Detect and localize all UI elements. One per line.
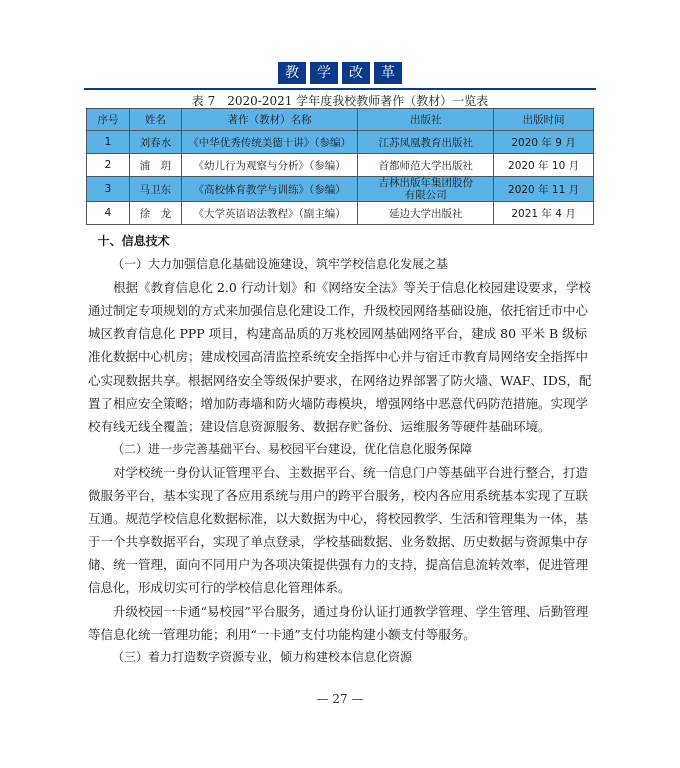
header-tiles bbox=[0, 62, 680, 84]
header-tile: 教 bbox=[278, 62, 306, 84]
section-title: 十、信息技术 bbox=[97, 234, 170, 248]
paragraph: 根据《教育信息化 2.0 行动计划》和《网络安全法》等关于信息化校园建设要求，学校通过制定专项规划的方式来加强信息化建设工作，升级校园网络基础设施，依托宿迁市中心城区教育信息化 PPP 项目，构建高品质的万兆校园网基础网络平台，建成 80 平米 B 级标准化数据中心机房；建成校园高清监控系统安全指挥中心并与宿迁市教育局网络安全指挥中心实现数据共享。根据网络安全等级保护要求，在网络边界部署了防火墙、WAF、IDS，配置了相应安全策略；增加防毒墙和防火墙防毒模块，增强网络中恶意代码防范措施。实现学校有线无线全覆盖；建设信息资源服务、数据存贮备份、运维服务等硬件基础环境。 bbox=[88, 280, 592, 434]
paragraph: 对学校统一身份认证管理平台、主数据平台、统一信息门户等基础平台进行整合，打造微服务平台，基本实现了各应用系统与用户的跨平台服务，校内各应用系统基本实现了互联互通。规范学校信息化数据标准，以大数据为中心，将校园教学、生活和管理集为一体，基于一个共享数据平台，实现了单点登录，学校基础数据、业务数据、历史数据与资源集中存储、统一管理，面向不同用户为各项决策提供强有力的支持，提高信息流转效率，促进管理信息化，形成切实可行的学校信息化管理体系。 bbox=[88, 464, 589, 596]
table-cell: 江苏凤凰教育出版社 bbox=[358, 131, 494, 154]
table-cell: 刘春水 bbox=[129, 131, 181, 154]
table-cell: 2021 年 4 月 bbox=[494, 202, 594, 225]
table-row bbox=[87, 177, 594, 202]
page-header bbox=[0, 62, 680, 92]
header-cell: 著作（教材）名称 bbox=[181, 109, 358, 131]
table-row bbox=[87, 131, 594, 154]
page-number: — 27 — bbox=[316, 692, 364, 706]
header-tile: 革 bbox=[374, 62, 402, 84]
table-cell: 马卫东 bbox=[129, 177, 181, 202]
header-cell: 出版社 bbox=[358, 109, 494, 131]
header-tile: 学 bbox=[310, 62, 338, 84]
publisher-line: 有限公司 bbox=[404, 189, 447, 201]
table-cell: 浦 玥 bbox=[129, 154, 181, 177]
table-cell: 《大学英语语法教程》（副主编） bbox=[181, 202, 358, 225]
header-cell: 出版时间 bbox=[494, 109, 594, 131]
table-row bbox=[87, 154, 594, 177]
table-cell: 《幼儿行为观察与分析》（参编） bbox=[181, 154, 358, 177]
table-header-row bbox=[87, 109, 594, 131]
table-cell: 4 bbox=[87, 202, 130, 225]
table-cell: 3 bbox=[87, 177, 130, 202]
table-cell: 2 bbox=[87, 154, 130, 177]
body-text bbox=[88, 230, 594, 669]
table-cell: 2020 年 10 月 bbox=[494, 154, 594, 177]
table-cell bbox=[358, 177, 494, 202]
table-caption: 表 7 2020-2021 学年度我校教师著作（教材）一览表 bbox=[191, 94, 489, 108]
table-cell: 2020 年 9 月 bbox=[494, 131, 594, 154]
table-cell: 徐 龙 bbox=[129, 202, 181, 225]
paragraph: 升级校园一卡通“易校园”平台服务，通过身份认证打通教学管理、学生管理、后勤管理等信息化统一管理功能；利用“一卡通”支付功能构建小额支付等服务。 bbox=[88, 603, 589, 642]
table-cell: 《中华优秀传统美德十讲》（参编） bbox=[181, 131, 358, 154]
subsection-title: （三）着力打造数字资源专业，倾力构建校本信息化资源 bbox=[112, 649, 413, 664]
subsection-title: （二）进一步完善基础平台、易校园平台建设，优化信息化服务保障 bbox=[112, 441, 473, 456]
table-cell: 1 bbox=[87, 131, 130, 154]
subsection-title: （一）大力加强信息化基础设施建设，筑牢学校信息化发展之基 bbox=[112, 257, 449, 272]
publisher-line: 吉林出版年集团股份 bbox=[378, 177, 474, 189]
table-row bbox=[87, 202, 594, 225]
table-cell: 延边大学出版社 bbox=[358, 202, 494, 225]
table-cell: 《高校体育教学与训练》（参编） bbox=[181, 177, 358, 202]
works-table bbox=[86, 108, 594, 225]
table-cell: 2020 年 11 月 bbox=[494, 177, 594, 202]
header-tile: 改 bbox=[342, 62, 370, 84]
header-rule bbox=[84, 88, 596, 90]
table-cell: 首都师范大学出版社 bbox=[358, 154, 494, 177]
header-cell: 序号 bbox=[87, 109, 130, 131]
header-cell: 姓名 bbox=[129, 109, 181, 131]
